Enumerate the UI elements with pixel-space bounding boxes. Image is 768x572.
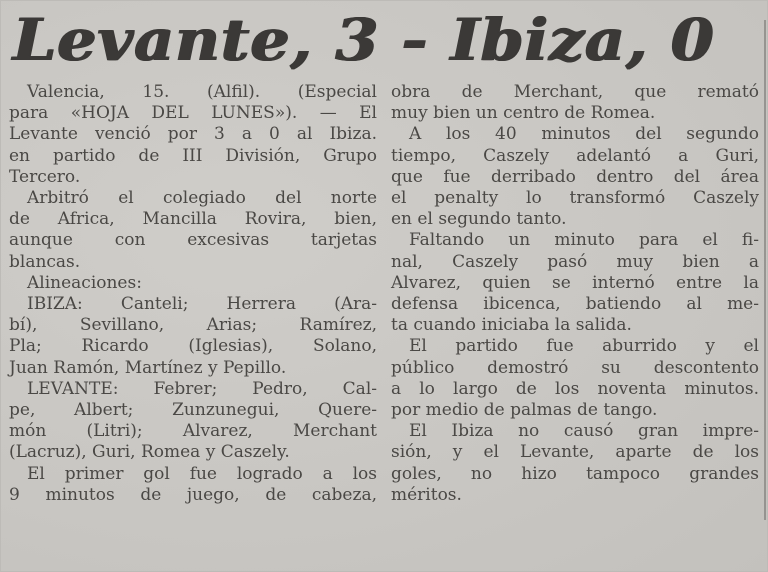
text-line: Pla; Ricardo (Iglesias), Solano, [9,336,377,357]
text-line: que fue derribado dentro del área [391,166,759,187]
text-line: defensa ibicenca, batiendo al me- [391,294,759,315]
text-line: bí), Sevillano, Arias; Ramírez, [9,315,377,336]
text-line: (Lacruz), Guri, Romea y Caszely. [9,442,290,463]
text-line: IBIZA: Canteli; Herrera (Ara- [27,294,377,315]
text-line: El Ibiza no causó gran impre- [409,421,759,442]
text-line: Alvarez, quien se internó entre la [391,272,759,293]
text-line: en partido de III División, Grupo [9,145,377,166]
text-line: para «HOJA DEL LUNES»). — El [9,103,377,124]
text-line: LEVANTE: Febrer; Pedro, Cal- [27,378,377,399]
text-line: Tercero. [9,166,81,187]
text-line: méritos. [391,484,462,505]
text-line: aunque con excesivas tarjetas [9,230,377,251]
column-rule [764,20,766,520]
text-line: en el segundo tanto. [391,209,567,230]
article-column-right [391,82,759,506]
text-line: goles, no hizo tampoco grandes [391,463,759,484]
text-line: a lo largo de los noventa minutos. [391,378,759,399]
text-line: El primer gol fue logrado a los [27,463,377,484]
text-line: Alineaciones: [27,272,142,293]
text-line: món (Litri); Alvarez, Merchant [9,421,377,442]
text-line: nal, Caszely pasó muy bien a [391,251,759,272]
text-line: obra de Merchant, que remató [391,82,759,102]
text-line: el penalty lo transformó Caszely [391,188,759,209]
text-line: Faltando un minuto para el fi- [409,230,759,251]
text-line: público demostró su descontento [391,357,759,378]
article-column-left [9,82,377,506]
headline: Levante, 3 - Ibiza, 0 [12,6,714,74]
text-line: 9 minutos de juego, de cabeza, [9,484,377,505]
text-line: muy bien un centro de Romea. [391,103,656,124]
text-line: de Africa, Mancilla Rovira, bien, [9,209,377,230]
text-line: por medio de palmas de tango. [391,400,658,421]
text-line: El partido fue aburrido y el [409,336,759,357]
text-line: A los 40 minutos del segundo [409,124,759,145]
text-line: tiempo, Caszely adelantó a Guri, [391,145,759,166]
text-line: Levante venció por 3 a 0 al Ibiza. [9,124,377,145]
text-line: pe, Albert; Zunzunegui, Quere- [9,400,377,421]
text-line: Arbitró el colegiado del norte [27,188,377,209]
text-line: Juan Ramón, Martínez y Pepillo. [9,357,287,378]
text-line: ta cuando iniciaba la salida. [391,315,632,336]
text-line: blancas. [9,251,81,272]
text-line: sión, y el Levante, aparte de los [391,442,759,463]
text-line: Valencia, 15. (Alfil). (Especial [27,82,377,102]
